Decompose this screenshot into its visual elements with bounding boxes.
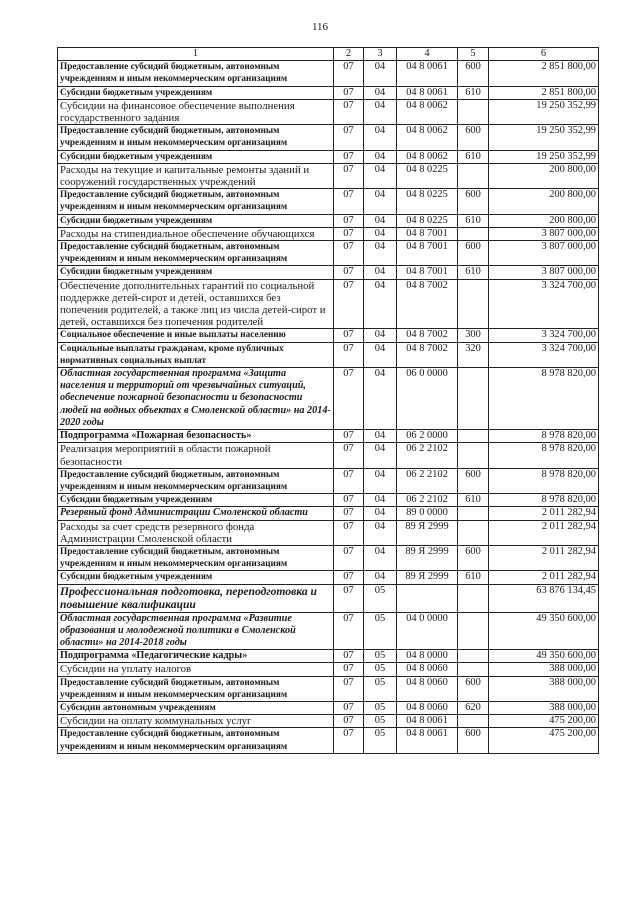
row-name-cell: Субсидии бюджетным учреждениям (58, 86, 334, 99)
subsection-cell: 04 (364, 150, 397, 163)
target-article-cell: 89 Я 2999 (397, 545, 458, 570)
column-header-5: 5 (458, 48, 489, 61)
target-article-cell: 04 8 7001 (397, 241, 458, 266)
subsection-cell: 04 (364, 99, 397, 124)
section-cell: 07 (334, 430, 364, 443)
amount-cell: 3 324 700,00 (489, 329, 599, 342)
table-header-row (58, 48, 599, 61)
section-cell: 07 (334, 163, 364, 188)
row-name-cell: Субсидии на оплату коммунальных услуг (58, 715, 334, 728)
subsection-cell: 05 (364, 701, 397, 714)
subsection-cell: 04 (364, 494, 397, 507)
row-name-cell: Предоставление субсидий бюджетным, автономным учреждениям и иным некоммерческим организациям (58, 189, 334, 214)
subsection-cell: 04 (364, 443, 397, 468)
section-cell: 07 (334, 701, 364, 714)
target-article-cell: 04 8 0225 (397, 214, 458, 227)
section-cell: 07 (334, 545, 364, 570)
expense-type-cell: 600 (458, 189, 489, 214)
table-row (58, 227, 599, 240)
table-row (58, 612, 599, 650)
expense-type-cell: 610 (458, 86, 489, 99)
amount-cell: 2 011 282,94 (489, 520, 599, 545)
target-article-cell: 04 8 0062 (397, 99, 458, 124)
section-cell: 07 (334, 189, 364, 214)
amount-cell: 19 250 352,99 (489, 150, 599, 163)
row-name-cell: Резервный фонд Администрации Смоленской области (58, 507, 334, 520)
table-row (58, 99, 599, 124)
row-name-cell: Предоставление субсидий бюджетным, автономным учреждениям и иным некоммерческим организациям (58, 728, 334, 753)
expense-type-cell (458, 99, 489, 124)
expense-type-cell (458, 443, 489, 468)
amount-cell: 49 350 600,00 (489, 612, 599, 650)
table-row (58, 189, 599, 214)
section-cell: 07 (334, 612, 364, 650)
row-name-cell: Субсидии на уплату налогов (58, 663, 334, 676)
target-article-cell: 04 8 7002 (397, 342, 458, 367)
table-row (58, 430, 599, 443)
target-article-cell: 04 8 0060 (397, 676, 458, 701)
table-row (58, 214, 599, 227)
amount-cell: 3 807 000,00 (489, 266, 599, 279)
amount-cell: 3 807 000,00 (489, 227, 599, 240)
subsection-cell: 04 (364, 189, 397, 214)
table-row (58, 368, 599, 430)
target-article-cell (397, 584, 458, 612)
section-cell: 07 (334, 266, 364, 279)
column-header-2: 2 (334, 48, 364, 61)
expense-type-cell: 620 (458, 701, 489, 714)
table-row (58, 468, 599, 493)
target-article-cell: 89 Я 2999 (397, 571, 458, 584)
table-row (58, 86, 599, 99)
amount-cell: 475 200,00 (489, 715, 599, 728)
row-name-cell: Предоставление субсидий бюджетным, автономным учреждениям и иным некоммерческим организациям (58, 676, 334, 701)
section-cell: 07 (334, 728, 364, 753)
target-article-cell: 04 8 0062 (397, 150, 458, 163)
table-body (58, 61, 599, 754)
row-name-cell: Предоставление субсидий бюджетным, автономным учреждениям и иным некоммерческим организациям (58, 545, 334, 570)
row-name-cell: Предоставление субсидий бюджетным, автономным учреждениям и иным некоммерческим организациям (58, 125, 334, 150)
subsection-cell: 04 (364, 468, 397, 493)
section-cell: 07 (334, 150, 364, 163)
target-article-cell: 04 8 0061 (397, 86, 458, 99)
subsection-cell: 04 (364, 125, 397, 150)
amount-cell: 8 978 820,00 (489, 494, 599, 507)
amount-cell: 3 324 700,00 (489, 342, 599, 367)
expense-type-cell: 610 (458, 150, 489, 163)
subsection-cell: 05 (364, 715, 397, 728)
target-article-cell: 89 0 0000 (397, 507, 458, 520)
amount-cell: 2 851 800,00 (489, 86, 599, 99)
subsection-cell: 04 (364, 61, 397, 86)
amount-cell: 388 000,00 (489, 701, 599, 714)
section-cell: 07 (334, 584, 364, 612)
amount-cell: 2 011 282,94 (489, 545, 599, 570)
section-cell: 07 (334, 715, 364, 728)
row-name-cell: Профессиональная подготовка, переподготовка и повышение квалификации (58, 584, 334, 612)
amount-cell: 388 000,00 (489, 676, 599, 701)
amount-cell: 200 800,00 (489, 189, 599, 214)
row-name-cell: Предоставление субсидий бюджетным, автономным учреждениям и иным некоммерческим организациям (58, 468, 334, 493)
row-name-cell: Областная государственная программа «Развитие образования и молодежной политики в Смоленской области» на 2014-2018 годы (58, 612, 334, 650)
table-row (58, 650, 599, 663)
table-row (58, 676, 599, 701)
row-name-cell: Предоставление субсидий бюджетным, автономным учреждениям и иным некоммерческим организациям (58, 61, 334, 86)
section-cell: 07 (334, 61, 364, 86)
row-name-cell: Социальные выплаты гражданам, кроме публичных нормативных социальных выплат (58, 342, 334, 367)
row-name-cell: Субсидии на финансовое обеспечение выполнения государственного задания (58, 99, 334, 124)
table-row (58, 663, 599, 676)
row-name-cell: Предоставление субсидий бюджетным, автономным учреждениям и иным некоммерческим организациям (58, 241, 334, 266)
target-article-cell: 04 8 0060 (397, 663, 458, 676)
target-article-cell: 89 Я 2999 (397, 520, 458, 545)
row-name-cell: Социальное обеспечение и иные выплаты населению (58, 329, 334, 342)
subsection-cell: 04 (364, 545, 397, 570)
target-article-cell: 04 8 7001 (397, 266, 458, 279)
table-row (58, 494, 599, 507)
target-article-cell: 04 8 0061 (397, 715, 458, 728)
table-row (58, 266, 599, 279)
table-row (58, 443, 599, 468)
section-cell: 07 (334, 520, 364, 545)
expense-type-cell: 600 (458, 676, 489, 701)
subsection-cell: 04 (364, 507, 397, 520)
expense-type-cell: 600 (458, 125, 489, 150)
expense-type-cell: 610 (458, 571, 489, 584)
amount-cell: 8 978 820,00 (489, 430, 599, 443)
amount-cell: 3 807 000,00 (489, 241, 599, 266)
subsection-cell: 04 (364, 163, 397, 188)
amount-cell: 2 851 800,00 (489, 61, 599, 86)
subsection-cell: 04 (364, 329, 397, 342)
amount-cell: 8 978 820,00 (489, 443, 599, 468)
expense-type-cell: 600 (458, 728, 489, 753)
section-cell: 07 (334, 676, 364, 701)
amount-cell: 3 324 700,00 (489, 279, 599, 329)
table-row (58, 329, 599, 342)
expense-type-cell: 610 (458, 266, 489, 279)
section-cell: 07 (334, 571, 364, 584)
row-name-cell: Подпрограмма «Пожарная безопасность» (58, 430, 334, 443)
expense-type-cell (458, 663, 489, 676)
expense-type-cell (458, 612, 489, 650)
row-name-cell: Обеспечение дополнительных гарантий по социальной поддержке детей-сирот и детей, оставшихся без попечения родителей, а также лиц из числа детей-сирот и детей, оставшихся без попечения родителей (58, 279, 334, 329)
row-name-cell: Субсидии бюджетным учреждениям (58, 571, 334, 584)
row-name-cell: Субсидии бюджетным учреждениям (58, 214, 334, 227)
section-cell: 07 (334, 329, 364, 342)
row-name-cell: Субсидии бюджетным учреждениям (58, 266, 334, 279)
table-row (58, 241, 599, 266)
target-article-cell: 06 2 2102 (397, 494, 458, 507)
table-row (58, 507, 599, 520)
table-row (58, 520, 599, 545)
subsection-cell: 04 (364, 430, 397, 443)
subsection-cell: 05 (364, 676, 397, 701)
table-row (58, 545, 599, 570)
target-article-cell: 04 8 0225 (397, 189, 458, 214)
target-article-cell: 06 0 0000 (397, 368, 458, 430)
amount-cell: 19 250 352,99 (489, 125, 599, 150)
expense-type-cell (458, 368, 489, 430)
subsection-cell: 04 (364, 342, 397, 367)
expense-type-cell: 600 (458, 468, 489, 493)
table-row (58, 163, 599, 188)
subsection-cell: 04 (364, 571, 397, 584)
table-row (58, 61, 599, 86)
section-cell: 07 (334, 368, 364, 430)
expense-type-cell (458, 507, 489, 520)
row-name-cell: Субсидии бюджетным учреждениям (58, 150, 334, 163)
column-header-3: 3 (364, 48, 397, 61)
expense-type-cell: 300 (458, 329, 489, 342)
table-row (58, 715, 599, 728)
target-article-cell: 06 2 2102 (397, 443, 458, 468)
target-article-cell: 04 8 0060 (397, 701, 458, 714)
expense-type-cell (458, 520, 489, 545)
column-header-4: 4 (397, 48, 458, 61)
amount-cell: 2 011 282,94 (489, 571, 599, 584)
table-row (58, 584, 599, 612)
amount-cell: 63 876 134,45 (489, 584, 599, 612)
table-row (58, 701, 599, 714)
section-cell: 07 (334, 507, 364, 520)
expense-type-cell: 600 (458, 241, 489, 266)
section-cell: 07 (334, 125, 364, 150)
amount-cell: 200 800,00 (489, 214, 599, 227)
subsection-cell: 05 (364, 728, 397, 753)
section-cell: 07 (334, 468, 364, 493)
subsection-cell: 04 (364, 368, 397, 430)
target-article-cell: 04 0 0000 (397, 612, 458, 650)
subsection-cell: 04 (364, 86, 397, 99)
expense-type-cell: 600 (458, 61, 489, 86)
subsection-cell: 04 (364, 266, 397, 279)
amount-cell: 8 978 820,00 (489, 468, 599, 493)
subsection-cell: 04 (364, 214, 397, 227)
target-article-cell: 04 8 7001 (397, 227, 458, 240)
subsection-cell: 04 (364, 241, 397, 266)
target-article-cell: 04 8 0000 (397, 650, 458, 663)
section-cell: 07 (334, 241, 364, 266)
section-cell: 07 (334, 214, 364, 227)
budget-table (57, 47, 599, 754)
target-article-cell: 04 8 7002 (397, 279, 458, 329)
section-cell: 07 (334, 227, 364, 240)
table-row (58, 728, 599, 753)
subsection-cell: 04 (364, 227, 397, 240)
target-article-cell: 04 8 0225 (397, 163, 458, 188)
section-cell: 07 (334, 86, 364, 99)
expense-type-cell: 610 (458, 494, 489, 507)
target-article-cell: 06 2 0000 (397, 430, 458, 443)
row-name-cell: Субсидии бюджетным учреждениям (58, 494, 334, 507)
row-name-cell: Областная государственная программа «Защита населения и территорий от чрезвычайных ситуаций, обеспечение пожарной безопасности и безопасности людей на водных объектах в Смоленской области» на 2014-2020 годы (58, 368, 334, 430)
row-name-cell: Расходы за счет средств резервного фонда Администрации Смоленской области (58, 520, 334, 545)
page-number: 116 (311, 21, 329, 33)
column-header-6: 6 (489, 48, 599, 61)
target-article-cell: 04 8 7002 (397, 329, 458, 342)
target-article-cell: 06 2 2102 (397, 468, 458, 493)
table-row (58, 571, 599, 584)
target-article-cell: 04 8 0061 (397, 728, 458, 753)
section-cell: 07 (334, 663, 364, 676)
expense-type-cell (458, 584, 489, 612)
section-cell: 07 (334, 279, 364, 329)
subsection-cell: 04 (364, 520, 397, 545)
expense-type-cell (458, 715, 489, 728)
row-name-cell: Подпрограмма «Педагогические кадры» (58, 650, 334, 663)
amount-cell: 19 250 352,99 (489, 99, 599, 124)
expense-type-cell (458, 279, 489, 329)
column-header-1: 1 (58, 48, 334, 61)
section-cell: 07 (334, 99, 364, 124)
table-row (58, 279, 599, 329)
row-name-cell: Реализация мероприятий в области пожарной безопасности (58, 443, 334, 468)
expense-type-cell (458, 227, 489, 240)
section-cell: 07 (334, 650, 364, 663)
row-name-cell: Субсидии автономным учреждениям (58, 701, 334, 714)
table-row (58, 342, 599, 367)
subsection-cell: 05 (364, 584, 397, 612)
amount-cell: 388 000,00 (489, 663, 599, 676)
row-name-cell: Расходы на стипендиальное обеспечение обучающихся (58, 227, 334, 240)
row-name-cell: Расходы на текущие и капитальные ремонты зданий и сооружений государственных учреждений (58, 163, 334, 188)
amount-cell: 49 350 600,00 (489, 650, 599, 663)
expense-type-cell (458, 650, 489, 663)
table-row (58, 150, 599, 163)
expense-type-cell: 600 (458, 545, 489, 570)
subsection-cell: 04 (364, 279, 397, 329)
amount-cell: 8 978 820,00 (489, 368, 599, 430)
expense-type-cell (458, 163, 489, 188)
amount-cell: 200 800,00 (489, 163, 599, 188)
expense-type-cell (458, 430, 489, 443)
section-cell: 07 (334, 443, 364, 468)
amount-cell: 475 200,00 (489, 728, 599, 753)
expense-type-cell: 610 (458, 214, 489, 227)
subsection-cell: 05 (364, 663, 397, 676)
table-row (58, 125, 599, 150)
section-cell: 07 (334, 494, 364, 507)
amount-cell: 2 011 282,94 (489, 507, 599, 520)
expense-type-cell: 320 (458, 342, 489, 367)
target-article-cell: 04 8 0062 (397, 125, 458, 150)
subsection-cell: 05 (364, 612, 397, 650)
target-article-cell: 04 8 0061 (397, 61, 458, 86)
section-cell: 07 (334, 342, 364, 367)
subsection-cell: 05 (364, 650, 397, 663)
